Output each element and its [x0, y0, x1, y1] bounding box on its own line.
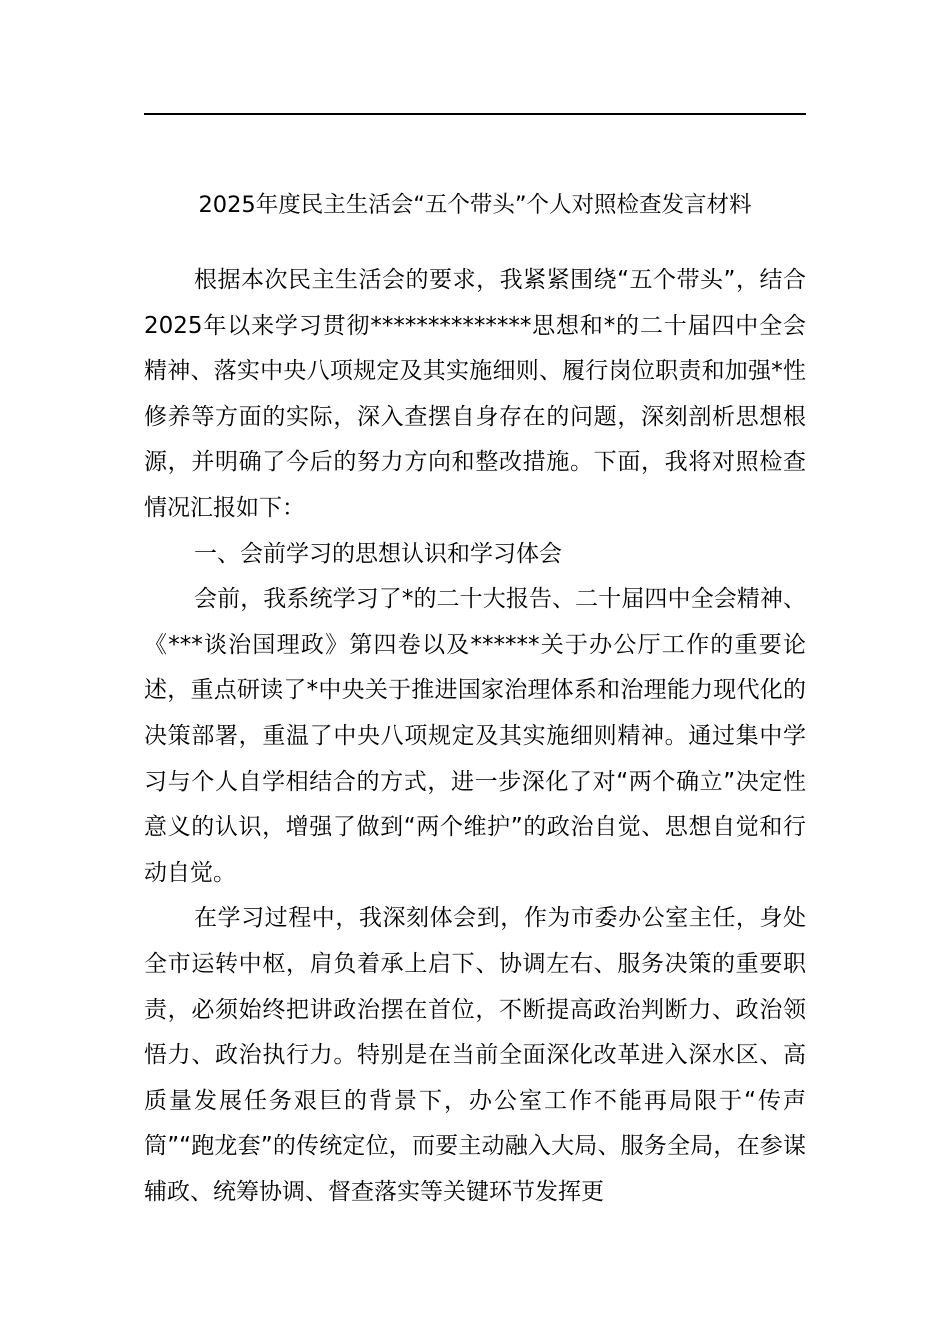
document-body — [144, 258, 806, 1215]
section-paragraph: 在学习过程中，我深刻体会到，作为市委办公室主任，身处全市运转中枢，肩负着承上启下、协调左右、服务决策的重要职责，必须始终把讲政治摆在首位，不断提高政治判断力、政治领悟力、政治执行力。特别是在当前全面深化改革进入深水区、高质量发展任务艰巨的背景下，办公室工作不能再局限于“传声筒”“跑龙套”的传统定位，而要主动融入大局、服务全局，在参谋辅政、统筹协调、督查落实等关键环节发挥更 — [144, 905, 806, 1205]
intro-paragraph: 根据本次民主生活会的要求，我紧紧围绕“五个带头”，结合2025年以来学习贯彻**************思想和*的二十届四中全会精神、落实中央八项规定及其实施细则、履行岗位职责和加强*性修养等方面的实际，深入查摆自身存在的问题，深刻剖析思想根源，并明确了今后的努力方向和整改措施。下面，我将对照检查情况汇报如下： — [144, 267, 806, 521]
header-rule — [144, 113, 806, 115]
document-title: 2025年度民主生活会“五个带头”个人对照检查发言材料 — [198, 192, 752, 218]
section-heading: 一、会前学习的思想认识和学习体会 — [194, 540, 562, 567]
section-paragraph: 会前，我系统学习了*的二十大报告、二十届四中全会精神、《***谈治国理政》第四卷以及******关于办公厅工作的重要论述，重点研读了*中央关于推进国家治理体系和治理能力现代化的决策部署，重温了中央八项规定及其实施细则精神。通过集中学习与个人自学相结合的方式，进一步深化了对“两个确立”决定性意义的认识，增强了做到“两个维护”的政治自觉、思想自觉和行动自觉。 — [144, 586, 806, 886]
